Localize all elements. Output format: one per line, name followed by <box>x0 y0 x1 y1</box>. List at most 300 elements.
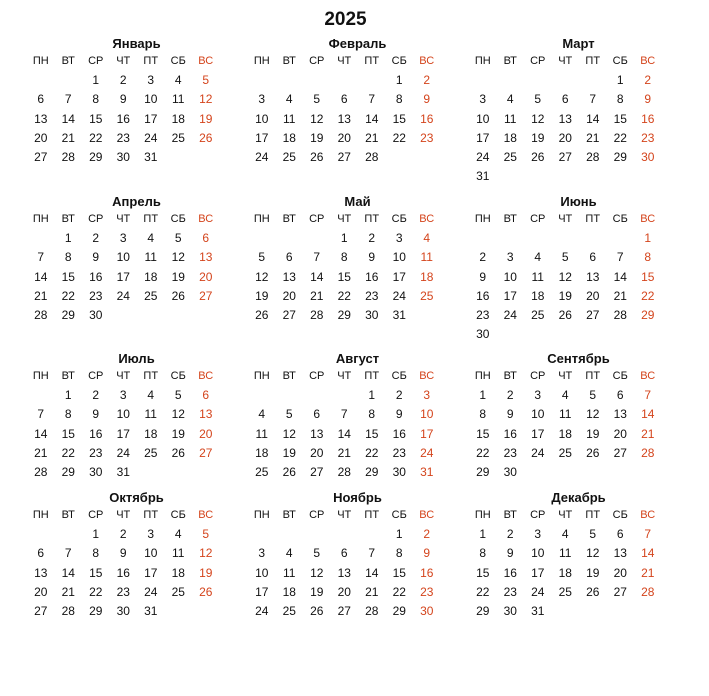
day-cell: 22 <box>641 288 655 303</box>
day-cell: 17 <box>116 269 130 284</box>
day-cell: 11 <box>420 250 433 265</box>
empty-day-cell <box>497 229 525 248</box>
weekday-header: СР <box>309 509 325 521</box>
day-cell: 20 <box>34 130 48 145</box>
day-cell: 6 <box>616 527 624 542</box>
day-cell: 5 <box>561 250 569 265</box>
day-cell: 22 <box>365 445 379 460</box>
day-cell: 26 <box>310 603 324 618</box>
day-cell: 19 <box>310 584 324 599</box>
day-cell: 3 <box>258 92 266 107</box>
month-block <box>469 35 664 186</box>
day-cell: 13 <box>282 269 296 284</box>
empty-day-cell <box>303 71 331 90</box>
day-cell: 4 <box>285 92 293 107</box>
empty-day-cell <box>248 71 276 90</box>
weekday-header: ПН <box>474 370 491 382</box>
day-cell: 1 <box>644 231 652 246</box>
month-name: Февраль <box>328 36 387 51</box>
day-cell: 23 <box>89 445 103 460</box>
day-cell: 12 <box>255 269 269 284</box>
day-cell: 8 <box>368 407 376 422</box>
day-cell: 16 <box>116 565 130 580</box>
weekday-header: ЧТ <box>337 509 352 521</box>
day-cell: 25 <box>420 288 434 303</box>
day-cell: 27 <box>34 149 48 164</box>
day-cell: 9 <box>395 407 403 422</box>
day-cell: 27 <box>337 603 351 618</box>
month-grid <box>469 210 664 344</box>
day-cell: 25 <box>171 130 185 145</box>
day-cell: 5 <box>313 546 321 561</box>
day-cell: 13 <box>199 407 213 422</box>
empty-day-cell <box>303 229 331 248</box>
day-cell: 25 <box>171 584 185 599</box>
day-cell: 2 <box>479 250 487 265</box>
day-cell: 27 <box>613 584 627 599</box>
day-cell: 30 <box>89 464 103 479</box>
day-cell: 25 <box>503 149 517 164</box>
day-cell: 26 <box>255 307 269 322</box>
weekday-header: ВТ <box>61 55 75 67</box>
day-cell: 18 <box>144 269 158 284</box>
day-cell: 10 <box>144 546 158 561</box>
day-cell: 10 <box>144 92 158 107</box>
day-cell: 19 <box>255 288 269 303</box>
day-cell: 22 <box>337 288 351 303</box>
day-cell: 3 <box>506 250 514 265</box>
day-cell: 15 <box>613 111 627 126</box>
day-cell: 27 <box>613 445 627 460</box>
weekday-header: ЧТ <box>116 213 131 225</box>
day-cell: 26 <box>531 149 545 164</box>
day-cell: 30 <box>89 307 103 322</box>
day-cell: 3 <box>423 388 431 403</box>
day-cell: 11 <box>144 250 157 265</box>
weekday-header: ЧТ <box>558 55 573 67</box>
day-cell: 27 <box>34 603 48 618</box>
day-cell: 26 <box>586 445 600 460</box>
day-cell: 2 <box>92 231 100 246</box>
day-cell: 21 <box>61 130 75 145</box>
month-grid <box>27 367 222 482</box>
day-cell: 6 <box>285 250 293 265</box>
day-cell: 12 <box>282 426 296 441</box>
day-cell: 4 <box>174 527 182 542</box>
day-cell: 13 <box>199 250 213 265</box>
weekday-header: ВТ <box>282 55 296 67</box>
weekday-header: СР <box>530 55 546 67</box>
day-cell: 20 <box>613 426 627 441</box>
weekday-header: ПТ <box>585 213 601 225</box>
weekday-header: СР <box>309 55 325 67</box>
day-cell: 27 <box>586 307 600 322</box>
day-cell: 24 <box>531 584 545 599</box>
day-cell: 25 <box>144 288 158 303</box>
day-cell: 2 <box>644 73 652 88</box>
empty-day-cell <box>55 525 83 544</box>
weekday-header: ПН <box>474 509 491 521</box>
day-cell: 21 <box>34 288 48 303</box>
day-cell: 6 <box>37 92 45 107</box>
day-cell: 1 <box>64 388 72 403</box>
day-cell: 12 <box>586 546 600 561</box>
weekday-header: ВТ <box>61 370 75 382</box>
weekday-header: ПН <box>32 509 49 521</box>
day-cell: 1 <box>92 73 100 88</box>
day-cell: 7 <box>64 546 72 561</box>
weekday-header: ВТ <box>282 213 296 225</box>
day-cell: 17 <box>420 426 434 441</box>
day-cell: 26 <box>310 149 324 164</box>
weekday-header: ВТ <box>282 509 296 521</box>
day-cell: 8 <box>340 250 348 265</box>
day-cell: 14 <box>365 565 379 580</box>
day-cell: 22 <box>89 130 103 145</box>
day-cell: 2 <box>506 388 514 403</box>
day-cell: 13 <box>586 269 600 284</box>
empty-day-cell <box>55 71 83 90</box>
weekday-header: ПТ <box>143 213 159 225</box>
empty-day-cell <box>27 71 55 90</box>
day-cell: 12 <box>171 407 185 422</box>
day-cell: 16 <box>420 111 434 126</box>
day-cell: 31 <box>144 149 158 164</box>
day-cell: 10 <box>116 250 130 265</box>
day-cell: 12 <box>586 407 600 422</box>
day-cell: 9 <box>119 92 127 107</box>
day-cell: 16 <box>503 565 517 580</box>
month-grid <box>469 52 664 186</box>
day-cell: 13 <box>310 426 324 441</box>
day-cell: 19 <box>282 445 296 460</box>
day-cell: 8 <box>616 92 624 107</box>
day-cell: 25 <box>282 603 296 618</box>
day-cell: 23 <box>420 584 434 599</box>
weekday-header: ВС <box>419 55 435 67</box>
empty-day-cell <box>303 386 331 405</box>
weekday-header: ЧТ <box>558 213 573 225</box>
weekday-header: ВС <box>198 55 214 67</box>
day-cell: 5 <box>258 250 266 265</box>
day-cell: 10 <box>420 407 434 422</box>
day-cell: 4 <box>147 231 155 246</box>
day-cell: 16 <box>420 565 434 580</box>
month-block <box>248 35 443 167</box>
day-cell: 3 <box>479 92 487 107</box>
day-cell: 29 <box>365 464 379 479</box>
weekday-header: ЧТ <box>116 370 131 382</box>
month-block <box>27 35 222 167</box>
month-name: Ноябрь <box>333 490 382 505</box>
day-cell: 17 <box>392 269 406 284</box>
weekday-header: ЧТ <box>337 213 352 225</box>
day-cell: 25 <box>558 584 572 599</box>
day-cell: 22 <box>476 584 490 599</box>
weekday-header: СР <box>530 370 546 382</box>
empty-day-cell <box>524 71 552 90</box>
day-cell: 29 <box>641 307 655 322</box>
day-cell: 28 <box>613 307 627 322</box>
day-cell: 18 <box>171 565 185 580</box>
day-cell: 16 <box>641 111 655 126</box>
day-cell: 4 <box>258 407 266 422</box>
day-cell: 22 <box>61 445 75 460</box>
day-cell: 28 <box>365 149 379 164</box>
month-block <box>248 193 443 325</box>
weekday-header: ПТ <box>585 370 601 382</box>
day-cell: 3 <box>119 388 127 403</box>
day-cell: 11 <box>172 92 185 107</box>
day-cell: 5 <box>174 388 182 403</box>
weekday-header: СБ <box>170 213 186 225</box>
day-cell: 8 <box>479 546 487 561</box>
day-cell: 28 <box>34 464 48 479</box>
empty-day-cell <box>248 386 276 405</box>
day-cell: 18 <box>171 111 185 126</box>
day-cell: 28 <box>641 445 655 460</box>
day-cell: 4 <box>147 388 155 403</box>
day-cell: 17 <box>255 584 269 599</box>
weekday-header: ЧТ <box>558 370 573 382</box>
weekday-header: ПН <box>253 55 270 67</box>
day-cell: 14 <box>61 565 75 580</box>
day-cell: 28 <box>61 149 75 164</box>
month-block <box>469 350 664 482</box>
day-cell: 9 <box>506 407 514 422</box>
day-cell: 13 <box>337 111 351 126</box>
day-cell: 26 <box>558 307 572 322</box>
empty-day-cell <box>27 525 55 544</box>
day-cell: 27 <box>282 307 296 322</box>
day-cell: 2 <box>119 73 127 88</box>
day-cell: 8 <box>395 546 403 561</box>
day-cell: 9 <box>423 92 431 107</box>
day-cell: 7 <box>313 250 321 265</box>
weekday-header: ВТ <box>61 213 75 225</box>
day-cell: 24 <box>144 130 158 145</box>
month-grid <box>469 506 664 621</box>
day-cell: 4 <box>506 92 514 107</box>
weekday-header: ПН <box>32 213 49 225</box>
day-cell: 18 <box>282 130 296 145</box>
day-cell: 14 <box>641 407 655 422</box>
day-cell: 6 <box>340 546 348 561</box>
day-cell: 13 <box>558 111 572 126</box>
day-cell: 24 <box>503 307 517 322</box>
day-cell: 29 <box>61 464 75 479</box>
day-cell: 26 <box>171 288 185 303</box>
day-cell: 3 <box>534 527 542 542</box>
day-cell: 15 <box>392 111 406 126</box>
month-grid <box>27 52 222 167</box>
weekday-header: ПТ <box>585 509 601 521</box>
month-name: Октябрь <box>109 490 164 505</box>
day-cell: 10 <box>476 111 490 126</box>
day-cell: 12 <box>199 92 213 107</box>
empty-day-cell <box>331 71 359 90</box>
day-cell: 31 <box>476 169 490 184</box>
day-cell: 7 <box>37 407 45 422</box>
day-cell: 16 <box>392 426 406 441</box>
empty-day-cell <box>358 525 386 544</box>
day-cell: 29 <box>61 307 75 322</box>
day-cell: 21 <box>641 426 655 441</box>
day-cell: 11 <box>504 111 517 126</box>
weekday-header: ВТ <box>61 509 75 521</box>
day-cell: 5 <box>202 73 210 88</box>
day-cell: 8 <box>64 250 72 265</box>
weekday-header: СР <box>88 370 104 382</box>
day-cell: 8 <box>92 92 100 107</box>
day-cell: 26 <box>199 130 213 145</box>
day-cell: 18 <box>531 288 545 303</box>
day-cell: 20 <box>199 269 213 284</box>
day-cell: 10 <box>392 250 406 265</box>
day-cell: 6 <box>313 407 321 422</box>
weekday-header: ВТ <box>503 55 517 67</box>
day-cell: 12 <box>199 546 213 561</box>
day-cell: 24 <box>116 288 130 303</box>
day-cell: 4 <box>561 388 569 403</box>
month-grid <box>27 506 222 621</box>
day-cell: 14 <box>365 111 379 126</box>
day-cell: 21 <box>310 288 324 303</box>
day-cell: 23 <box>641 130 655 145</box>
day-cell: 19 <box>171 269 185 284</box>
day-cell: 28 <box>61 603 75 618</box>
month-block <box>469 489 664 621</box>
day-cell: 2 <box>395 388 403 403</box>
day-cell: 30 <box>420 603 434 618</box>
day-cell: 23 <box>392 445 406 460</box>
day-cell: 22 <box>89 584 103 599</box>
weekday-header: ПН <box>32 370 49 382</box>
day-cell: 17 <box>531 426 545 441</box>
day-cell: 28 <box>310 307 324 322</box>
month-block <box>27 350 222 482</box>
day-cell: 14 <box>34 426 48 441</box>
weekday-header: ВС <box>640 213 656 225</box>
empty-day-cell <box>276 229 304 248</box>
day-cell: 12 <box>171 250 185 265</box>
day-cell: 7 <box>644 388 652 403</box>
month-grid <box>248 210 443 325</box>
day-cell: 16 <box>503 426 517 441</box>
day-cell: 1 <box>395 73 403 88</box>
day-cell: 2 <box>423 73 431 88</box>
weekday-header: ЧТ <box>337 55 352 67</box>
day-cell: 21 <box>613 288 627 303</box>
day-cell: 15 <box>365 426 379 441</box>
weekday-header: СР <box>309 370 325 382</box>
day-cell: 12 <box>531 111 545 126</box>
day-cell: 10 <box>255 111 269 126</box>
day-cell: 25 <box>255 464 269 479</box>
empty-day-cell <box>552 229 580 248</box>
day-cell: 21 <box>586 130 600 145</box>
day-cell: 2 <box>423 527 431 542</box>
weekday-header: ПН <box>474 213 491 225</box>
day-cell: 23 <box>89 288 103 303</box>
empty-day-cell <box>358 71 386 90</box>
month-grid <box>27 210 222 325</box>
day-cell: 21 <box>641 565 655 580</box>
day-cell: 21 <box>365 584 379 599</box>
day-cell: 1 <box>479 527 487 542</box>
month-name: Июнь <box>560 194 597 209</box>
day-cell: 30 <box>365 307 379 322</box>
day-cell: 18 <box>558 426 572 441</box>
day-cell: 9 <box>368 250 376 265</box>
weekday-header: ВС <box>419 370 435 382</box>
day-cell: 9 <box>506 546 514 561</box>
day-cell: 7 <box>37 250 45 265</box>
day-cell: 31 <box>420 464 434 479</box>
day-cell: 28 <box>641 584 655 599</box>
day-cell: 31 <box>392 307 406 322</box>
weekday-header: ВТ <box>282 370 296 382</box>
day-cell: 15 <box>89 111 103 126</box>
day-cell: 20 <box>558 130 572 145</box>
day-cell: 20 <box>282 288 296 303</box>
day-cell: 7 <box>644 527 652 542</box>
day-cell: 9 <box>423 546 431 561</box>
day-cell: 30 <box>476 327 490 342</box>
day-cell: 11 <box>255 426 268 441</box>
day-cell: 18 <box>144 426 158 441</box>
day-cell: 14 <box>613 269 627 284</box>
weekday-header: ЧТ <box>337 370 352 382</box>
day-cell: 17 <box>476 130 490 145</box>
day-cell: 30 <box>392 464 406 479</box>
weekday-header: ПН <box>32 55 49 67</box>
day-cell: 1 <box>479 388 487 403</box>
month-name: Май <box>344 194 371 209</box>
day-cell: 11 <box>283 565 296 580</box>
day-cell: 3 <box>395 231 403 246</box>
day-cell: 29 <box>613 149 627 164</box>
day-cell: 29 <box>89 149 103 164</box>
empty-day-cell <box>303 525 331 544</box>
month-name: Июль <box>118 351 155 366</box>
empty-day-cell <box>552 71 580 90</box>
day-cell: 14 <box>641 546 655 561</box>
day-cell: 27 <box>558 149 572 164</box>
day-cell: 29 <box>476 464 490 479</box>
day-cell: 30 <box>503 464 517 479</box>
weekday-header: ПН <box>474 55 491 67</box>
day-cell: 11 <box>283 111 296 126</box>
day-cell: 19 <box>199 565 213 580</box>
day-cell: 14 <box>310 269 324 284</box>
day-cell: 8 <box>644 250 652 265</box>
weekday-header: СБ <box>391 370 407 382</box>
day-cell: 25 <box>531 307 545 322</box>
day-cell: 30 <box>641 149 655 164</box>
day-cell: 8 <box>92 546 100 561</box>
weekday-header: ЧТ <box>558 509 573 521</box>
day-cell: 23 <box>420 130 434 145</box>
day-cell: 26 <box>171 445 185 460</box>
day-cell: 28 <box>586 149 600 164</box>
month-name: Август <box>335 351 380 366</box>
day-cell: 10 <box>255 565 269 580</box>
day-cell: 27 <box>310 464 324 479</box>
weekday-header: ПТ <box>364 55 380 67</box>
month-block <box>27 489 222 621</box>
empty-day-cell <box>27 386 55 405</box>
